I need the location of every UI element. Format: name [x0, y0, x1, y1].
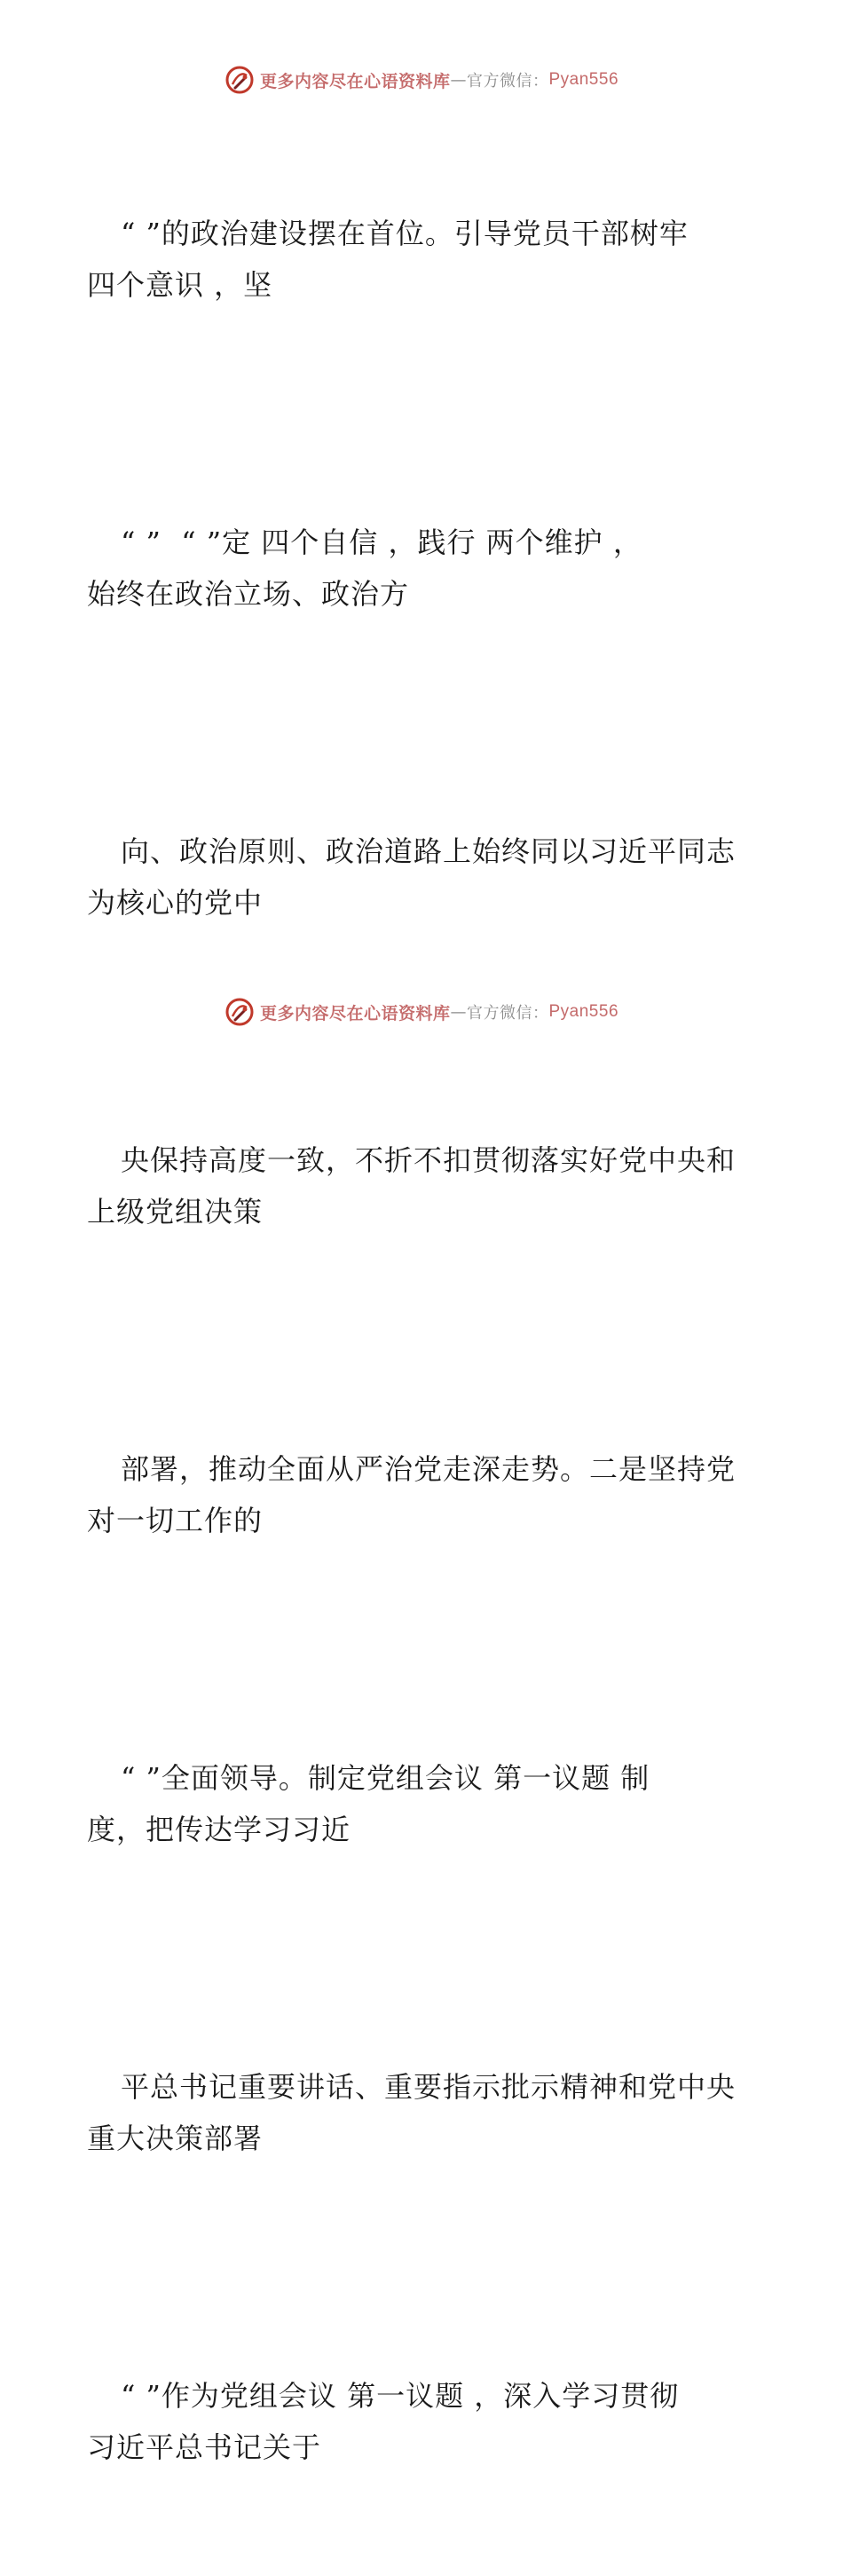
paragraph-line: 部署，推动全面从严治党走深走势。二是坚持党 [121, 1452, 737, 1486]
header-watermark [0, 62, 843, 98]
paragraph-line: 为核心的党中 [87, 886, 264, 920]
paragraph [87, 414, 761, 723]
paragraph-line: “ ”全面领导。制定党组会议 第一议题 制 [121, 1761, 650, 1795]
paragraph-line: 重大决策部署 [87, 2122, 264, 2155]
watermark-wechat-label: 官方微信： [467, 72, 549, 91]
watermark-text: 更多内容尽在心语资料库 [259, 71, 451, 91]
paragraph-line: 对一切工作的 [87, 1504, 264, 1537]
logo-icon [225, 997, 255, 1027]
document-body [87, 105, 761, 2576]
watermark-handle: Pyan556 [548, 70, 619, 89]
paragraph-line: 向、政治原则、政治道路上始终同以习近平同志 [121, 834, 737, 868]
paragraph [87, 1649, 761, 1958]
logo-icon [225, 65, 255, 95]
paragraph [87, 2267, 761, 2576]
paragraph-line: 度，把传达学习习近 [87, 1813, 351, 1846]
watermark-text: 更多内容尽在心语资料库 [259, 1003, 451, 1023]
watermark-wechat-label: 官方微信： [467, 1004, 549, 1023]
watermark-handle: Pyan556 [548, 1002, 619, 1021]
paragraph [87, 1340, 761, 1649]
watermark-dash: — [450, 70, 467, 90]
paragraph-line: “ ”的政治建设摆在首位。引导党员干部树牢 [121, 217, 689, 250]
paragraph-line: 始终在政治立场、政治方 [87, 577, 410, 611]
watermark-dash: — [450, 1002, 467, 1022]
footer-watermark [0, 994, 843, 1030]
paragraph [87, 1031, 761, 1340]
paragraph-line: 平总书记重要讲话、重要指示批示精神和党中央 [121, 2070, 737, 2104]
paragraph-line: 四个意识 ，坚 [87, 268, 273, 302]
paragraph [87, 1958, 761, 2267]
paragraph-line: “ ” “ ”定 四个自信 ，践行 两个维护 ， [121, 525, 642, 559]
paragraph-line: 上级党组决策 [87, 1195, 264, 1229]
paragraph [87, 723, 761, 1031]
paragraph [87, 105, 761, 414]
paragraph-line: 习近平总书记关于 [87, 2430, 322, 2464]
paragraph-line: 央保持高度一致，不折不扣贯彻落实好党中央和 [121, 1143, 737, 1177]
paragraph-line: “ ”作为党组会议 第一议题 ，深入学习贯彻 [121, 2379, 680, 2413]
